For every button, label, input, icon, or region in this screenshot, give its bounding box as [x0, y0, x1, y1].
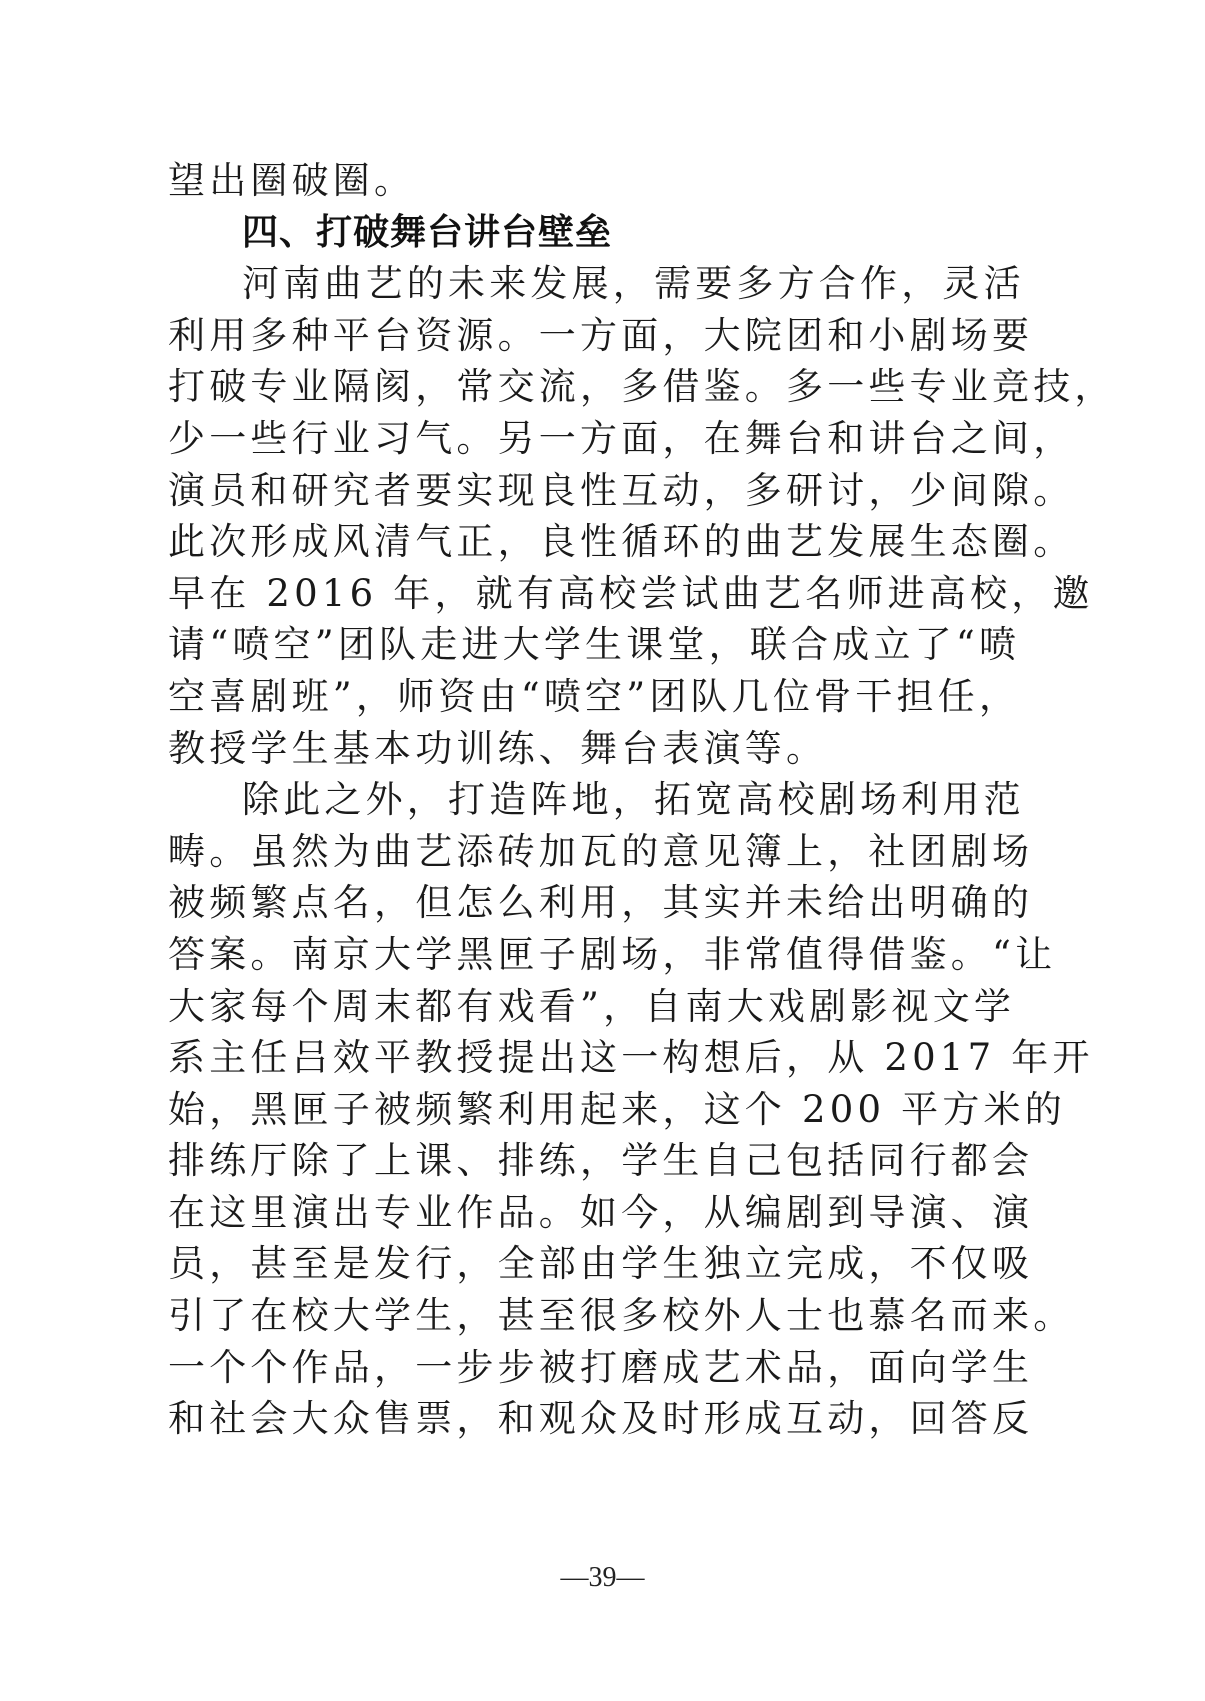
paragraph-line: 早在 2016 年，就有高校尝试曲艺名师进高校，邀 — [168, 571, 1094, 615]
document-page — [168, 155, 1116, 1445]
paragraph-line: 演员和研究者要实现良性互动，多研讨，少间隙。 — [168, 468, 1075, 512]
paragraph-line: 打破专业隔阂，常交流，多借鉴。多一些专业竞技， — [168, 365, 1116, 409]
paragraph-line: 员，甚至是发行，全部由学生独立完成，不仅吸 — [168, 1242, 1034, 1286]
paragraph-line: 少一些行业习气。另一方面，在舞台和讲台之间， — [168, 416, 1075, 460]
paragraph-line: 引了在校大学生，甚至很多校外人士也慕名而来。 — [168, 1294, 1075, 1338]
paragraph-line: 答案。南京大学黑匣子剧场，非常值得借鉴。“让 — [168, 932, 1057, 976]
paragraph-line: 河南曲艺的未来发展，需要多方合作，灵活 — [242, 262, 1025, 306]
page-number: —39— — [560, 1562, 645, 1593]
paragraph-line: 利用多种平台资源。一方面，大院团和小剧场要 — [168, 313, 1034, 357]
paragraph-line: 此次形成风清气正，良性循环的曲艺发展生态圈。 — [168, 520, 1075, 564]
paragraph-line: 畴。虽然为曲艺添砖加瓦的意见簿上，社团剧场 — [168, 829, 1034, 873]
paragraph-line: 排练厅除了上课、排练，学生自己包括同行都会 — [168, 1139, 1034, 1183]
paragraph-line: 被频繁点名，但怎么利用，其实并未给出明确的 — [168, 881, 1034, 925]
paragraph-line: 始，黑匣子被频繁利用起来，这个 200 平方米的 — [168, 1087, 1066, 1131]
paragraph-line: 大家每个周末都有戏看”，自南大戏剧影视文学 — [168, 984, 1016, 1028]
paragraph-line: 教授学生基本功训练、舞台表演等。 — [168, 726, 828, 770]
paragraph-line: 请“喷空”团队走进大学生课堂，联合成立了“喷 — [168, 623, 1021, 667]
paragraph-line: 和社会大众售票，和观众及时形成互动，回答反 — [168, 1397, 1034, 1441]
paragraph-tail-line: 望出圈破圈。 — [168, 159, 416, 202]
paragraph-line: 空喜剧班”，师资由“喷空”团队几位骨干担任， — [168, 674, 1021, 718]
section-heading: 四、打破舞台讲台壁垒 — [242, 211, 613, 253]
paragraph-line: 系主任吕效平教授提出这一构想后，从 2017 年开 — [168, 1036, 1094, 1080]
paragraph-line: 除此之外，打造阵地，拓宽高校剧场利用范 — [242, 778, 1025, 822]
paragraph-line: 一个个作品，一步步被打磨成艺术品，面向学生 — [168, 1345, 1034, 1389]
paragraph-line: 在这里演出专业作品。如今，从编剧到导演、演 — [168, 1190, 1034, 1234]
